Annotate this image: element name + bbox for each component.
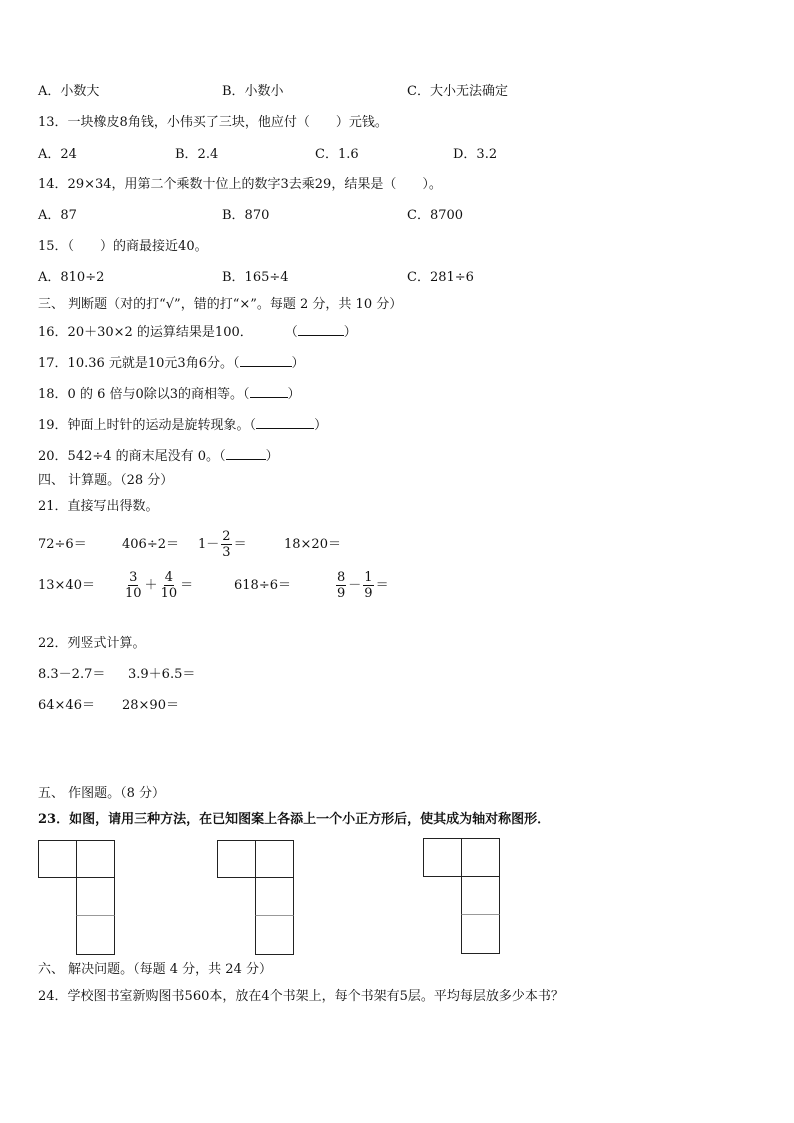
- q13-option-c[interactable]: C．1.6: [315, 147, 359, 162]
- q21-expr-1: 72÷6＝: [38, 537, 87, 552]
- q22-expr-4: 28×90＝: [122, 698, 179, 713]
- q17: 17．10.36 元就是10元3角6分。（ ）: [38, 356, 305, 371]
- fraction: $\frac{1}{9}$: [364, 570, 373, 601]
- q22-expr-3: 64×46＝: [38, 698, 95, 713]
- q16-text: 16．20＋30×2 的运算结果是100．: [38, 325, 253, 340]
- q14-option-c[interactable]: C．8700: [407, 208, 464, 223]
- q17-answer-blank[interactable]: [240, 354, 292, 367]
- q19: 19．钟面上时针的运动是旋转现象。（ ）: [38, 418, 328, 433]
- figure-cell: [461, 914, 500, 954]
- q21-expr-2: 406÷2＝: [122, 537, 179, 552]
- figure-cell: [76, 915, 115, 955]
- figure-cell: [461, 838, 500, 877]
- figure-cell: [461, 876, 500, 915]
- fraction: $\frac{2}{3}$: [222, 529, 231, 560]
- q22-text: 22．列竖式计算。: [38, 636, 146, 651]
- q12-option-a[interactable]: A．小数大: [38, 84, 100, 99]
- q15-option-b[interactable]: B．165÷4: [222, 270, 289, 285]
- q13-option-a[interactable]: A．24: [38, 147, 77, 162]
- figure-cell: [76, 877, 115, 916]
- q15-option-c[interactable]: C．281÷6: [407, 270, 474, 285]
- q24-text: 24．学校图书室新购图书560本，放在4个书架上，每个书架有5层。平均每层放多少本书？: [38, 989, 564, 1004]
- q16: 16．20＋30×2 的运算结果是100． （ ）: [38, 325, 357, 340]
- q15-text: 15．（ ）的商最接近40。: [38, 239, 208, 254]
- q18-answer-blank[interactable]: [250, 385, 288, 398]
- figure-cell: [255, 840, 294, 878]
- q16-answer-blank[interactable]: [298, 323, 344, 336]
- section-4-title: 四、 计算题。（28 分）: [38, 473, 174, 488]
- fraction: $\frac{3}{10}$: [125, 570, 142, 601]
- q20: 20．542÷4 的商末尾没有 0。（ ）: [38, 449, 279, 464]
- q23-text: 23．如图，请用三种方法，在已知图案上各添上一个小正方形后，使其成为轴对称图形．: [38, 812, 551, 827]
- section-5-title: 五、 作图题。（8 分）: [38, 786, 166, 801]
- q20-answer-blank[interactable]: [226, 447, 266, 460]
- q18: 18．0 的 6 倍与0除以3的商相等。（ ）: [38, 387, 301, 402]
- q13-text: 13．一块橡皮8角钱，小伟买了三块，他应付（ ）元钱。: [38, 115, 388, 130]
- q21-expr-7: 618÷6＝: [234, 578, 291, 593]
- fraction: $\frac{4}{10}$: [160, 570, 178, 601]
- q21-expr-5: 13×40＝: [38, 578, 95, 593]
- figure-cell: [423, 838, 462, 877]
- q14-text: 14．29×34，用第二个乘数十位上的数字3去乘29，结果是（ ）。: [38, 177, 442, 192]
- q19-answer-blank[interactable]: [256, 416, 314, 429]
- q21-expr-6: $\frac{3}{10}$ ＋ $\frac{4}{10}$ ＝: [125, 570, 194, 601]
- q14-option-b[interactable]: B．870: [222, 208, 270, 223]
- section-3-title: 三、 判断题（对的打“√”，错的打“×”。每题 2 分，共 10 分）: [38, 297, 403, 312]
- q21-expr-4: 18×20＝: [284, 537, 341, 552]
- q18-text: 18．0 的 6 倍与0除以3的商相等。: [38, 387, 244, 402]
- q15-option-a[interactable]: A．810÷2: [38, 270, 105, 285]
- q19-text: 19．钟面上时针的运动是旋转现象。: [38, 418, 250, 433]
- q20-text: 20．542÷4 的商末尾没有 0。: [38, 449, 220, 464]
- figure-cell: [76, 840, 115, 878]
- figure-cell: [255, 877, 294, 916]
- q22-expr-2: 3.9＋6.5＝: [128, 667, 196, 682]
- q13-option-b[interactable]: B．2.4: [175, 147, 219, 162]
- figure-cell: [255, 915, 294, 955]
- q12-option-b[interactable]: B．小数小: [222, 84, 284, 99]
- q14-option-a[interactable]: A．87: [38, 208, 77, 223]
- q22-expr-1: 8.3－2.7＝: [38, 667, 106, 682]
- q17-text: 17．10.36 元就是10元3角6分。: [38, 356, 233, 371]
- q21-expr-8: $\frac{8}{9}$ － $\frac{1}{9}$ ＝: [337, 570, 389, 601]
- figure-cell: [38, 840, 77, 878]
- q21-text: 21．直接写出得数。: [38, 499, 159, 514]
- fraction: $\frac{8}{9}$: [337, 570, 346, 601]
- q12-option-c[interactable]: C．大小无法确定: [407, 84, 508, 99]
- q21-expr-3: 1－ $\frac{2}{3}$ ＝: [198, 529, 247, 560]
- section-6-title: 六、 解决问题。（每题 4 分，共 24 分）: [38, 962, 272, 977]
- q13-option-d[interactable]: D．3.2: [453, 147, 498, 162]
- figure-cell: [217, 840, 256, 878]
